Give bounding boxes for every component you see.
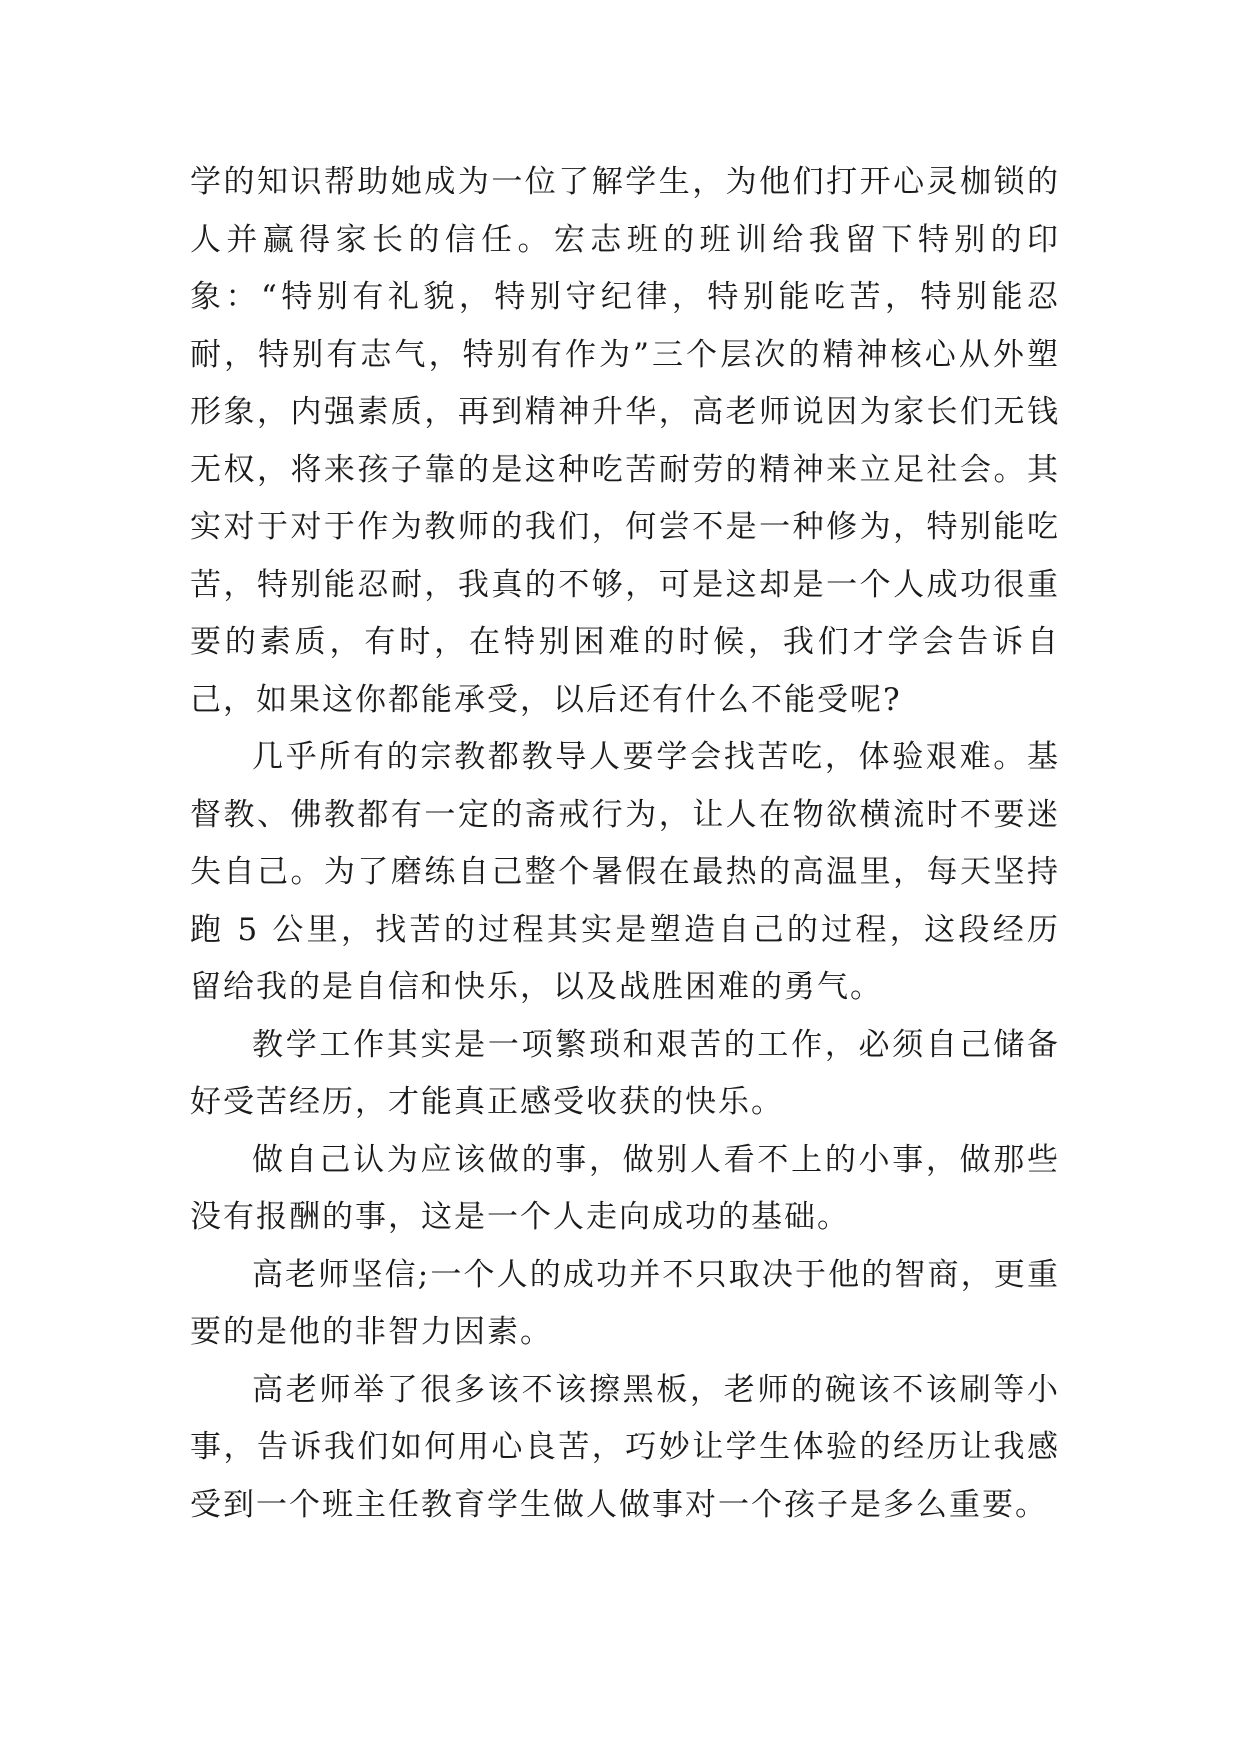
paragraph-6: 高老师举了很多该不该擦黑板，老师的碗该不该刷等小事，告诉我们如何用心良苦，巧妙让学生体验的经历让我感受到一个班主任教育学生做人做事对一个孩子是多么重要。	[190, 1371, 1060, 1523]
paragraph-2: 几乎所有的宗教都教导人要学会找苦吃，体验艰难。基督教、佛教都有一定的斋戒行为，让人在物欲横流时不要迷失自己。为了磨练自己整个暑假在最热的高温里，每天坚持跑 5 公里，找苦的过程其实是塑造自己的过程，这段经历留给我的是自信和快乐，以及战胜困难的勇气。	[190, 739, 1060, 1005]
document-body	[190, 154, 1060, 1534]
paragraph-5: 高老师坚信;一个人的成功并不只取决于他的智商，更重要的是他的非智力因素。	[190, 1256, 1060, 1350]
paragraph-1: 学的知识帮助她成为一位了解学生，为他们打开心灵枷锁的人并赢得家长的信任。宏志班的班训给我留下特别的印象：“特别有礼貌，特别守纪律，特别能吃苦，特别能忍耐，特别有志气，特别有作为”三个层次的精神核心从外塑形象，内强素质，再到精神升华，高老师说因为家长们无钱无权，将来孩子靠的是这种吃苦耐劳的精神来立足社会。其实对于对于作为教师的我们，何尝不是一种修为，特别能吃苦，特别能忍耐，我真的不够，可是这却是一个人成功很重要的素质，有时，在特别困难的时候，我们才学会告诉自己，如果这你都能承受，以后还有什么不能受呢?	[190, 164, 1060, 718]
paragraph-3: 教学工作其实是一项繁琐和艰苦的工作，必须自己储备好受苦经历，才能真正感受收获的快乐。	[190, 1026, 1060, 1120]
paragraph-4: 做自己认为应该做的事，做别人看不上的小事，做那些没有报酬的事，这是一个人走向成功的基础。	[190, 1141, 1060, 1235]
